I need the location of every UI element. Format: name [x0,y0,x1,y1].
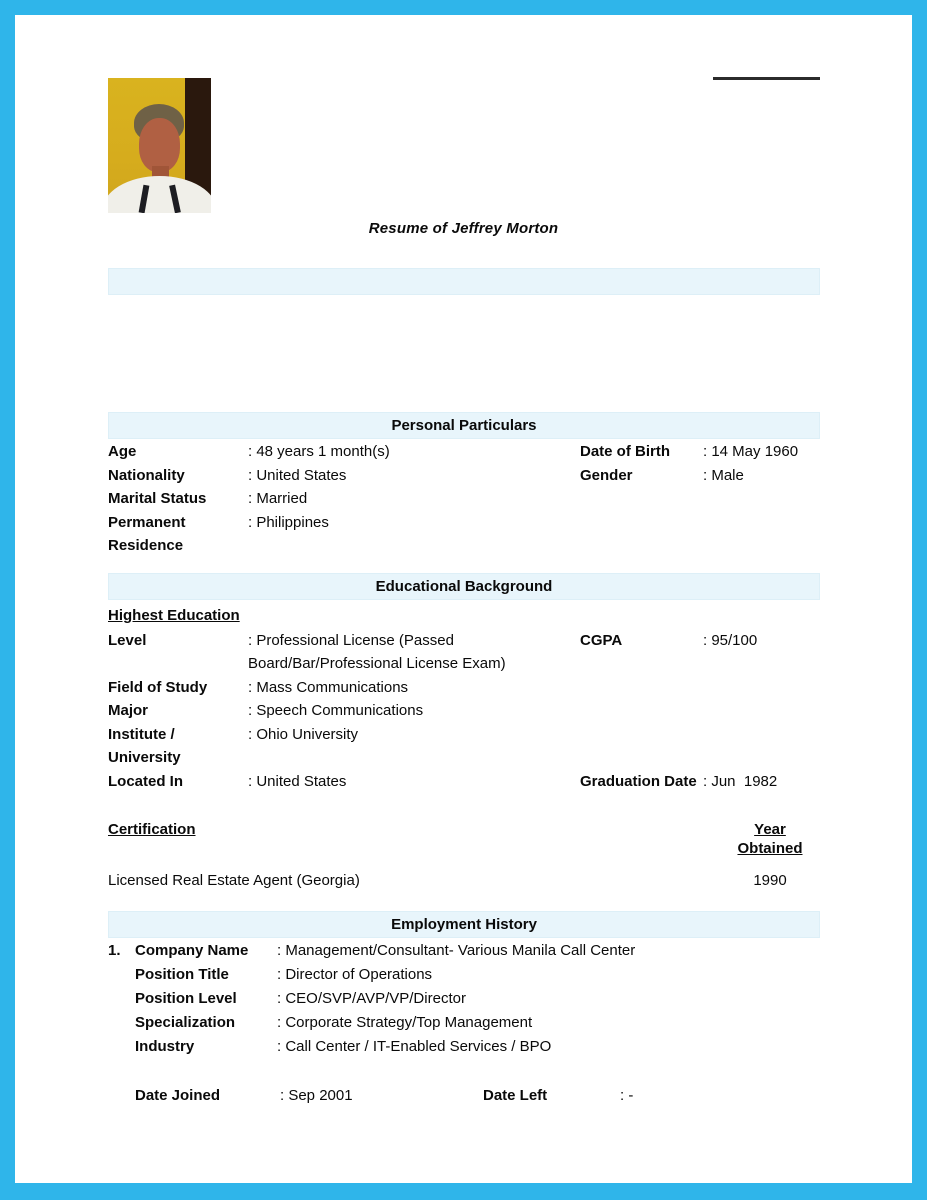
education-row-major [108,699,820,723]
employment-row-position-level [108,987,820,1011]
field-value: : Philippines [248,513,329,531]
field-value: : Ohio University [248,725,359,743]
certification-year: 1990 [753,872,787,889]
field-label: Industry [135,1038,195,1055]
field-label: Major [108,702,149,719]
field-value: : 48 years 1 month(s) [248,443,390,460]
job-number: 1. [108,942,121,959]
employment-row-industry [108,1035,820,1059]
photo-curtain-shape [185,78,211,196]
personal-row-nationality [108,464,820,488]
education-row-field-of-study [108,676,820,700]
field-label: Age [108,443,137,460]
section-certification [108,820,820,891]
field-value: : Call Center / IT-Enabled Services / BPO [277,1038,552,1055]
field-label: Graduation Date [580,772,697,790]
date-joined-label: Date Joined [135,1087,221,1104]
top-right-divider-line [713,77,820,80]
employment-row-specialization [108,1011,820,1035]
section-educational-background [108,573,820,793]
field-label: Field of Study [108,678,208,696]
employment-row-company-name [108,939,820,963]
field-label: Nationality [108,466,185,484]
year-obtained-line1: Year [754,821,786,838]
field-label: Marital Status [108,490,207,507]
field-value: : Management/Consultant- Various Manila Call Center [277,942,636,959]
certification-item [108,871,820,891]
field-label: Company Name [135,942,249,959]
education-subheader: Highest Education [108,607,240,624]
document-title: Resume of Jeffrey Morton [368,220,559,237]
field-value: : Professional License (Passed Board/Bar/Professional License Exam) [248,631,506,672]
date-left-label: Date Left [483,1087,548,1104]
field-value: : 95/100 [703,631,758,649]
field-label: Gender [580,466,633,484]
section-header-personal: Personal Particulars [108,412,820,439]
field-label: Institute / University [108,725,181,766]
personal-row-age [108,440,820,464]
employment-row-position-title [108,963,820,987]
field-label: Level [108,631,147,649]
field-value: : Jun 1982 [703,772,778,790]
section-personal-particulars [108,412,820,558]
certification-header: Certification [108,821,196,838]
photo-face-shape [139,118,180,172]
field-value: : Mass Communications [248,678,409,696]
personal-row-permanent-residence [108,511,820,558]
field-label: Date of Birth [580,443,670,460]
field-label: Located In [108,772,184,790]
field-value: : Corporate Strategy/Top Management [277,1014,533,1031]
date-joined-value: : Sep 2001 [280,1087,353,1104]
field-value: : United States [248,772,347,790]
education-row-institute [108,723,820,770]
personal-row-marital-status [108,487,820,511]
empty-section-band [108,268,820,295]
certification-name: Licensed Real Estate Agent (Georgia) [108,872,360,889]
field-label: CGPA [580,631,623,649]
field-label: Permanent Residence [108,513,186,554]
field-value: : Male [703,466,744,484]
field-label: Position Level [135,990,237,1007]
section-header-education: Educational Background [108,573,820,600]
employment-dates-row [108,1084,820,1108]
section-header-employment: Employment History [108,911,820,938]
field-label: Specialization [135,1014,236,1031]
field-label: Position Title [135,966,229,983]
education-row-located-in [108,770,820,794]
field-value: : Married [248,490,308,507]
year-obtained-line2: Obtained [737,840,803,857]
date-left-value: : - [620,1087,634,1104]
year-obtained-header [720,820,820,858]
field-value: : CEO/SVP/AVP/VP/Director [277,990,466,1007]
section-employment-history [108,911,820,1108]
field-value: : 14 May 1960 [703,443,799,460]
education-row-level [108,629,820,676]
portrait-photo [108,78,211,213]
field-value: : Speech Communications [248,702,424,719]
field-value: : Director of Operations [277,966,433,983]
field-value: : United States [248,466,347,484]
